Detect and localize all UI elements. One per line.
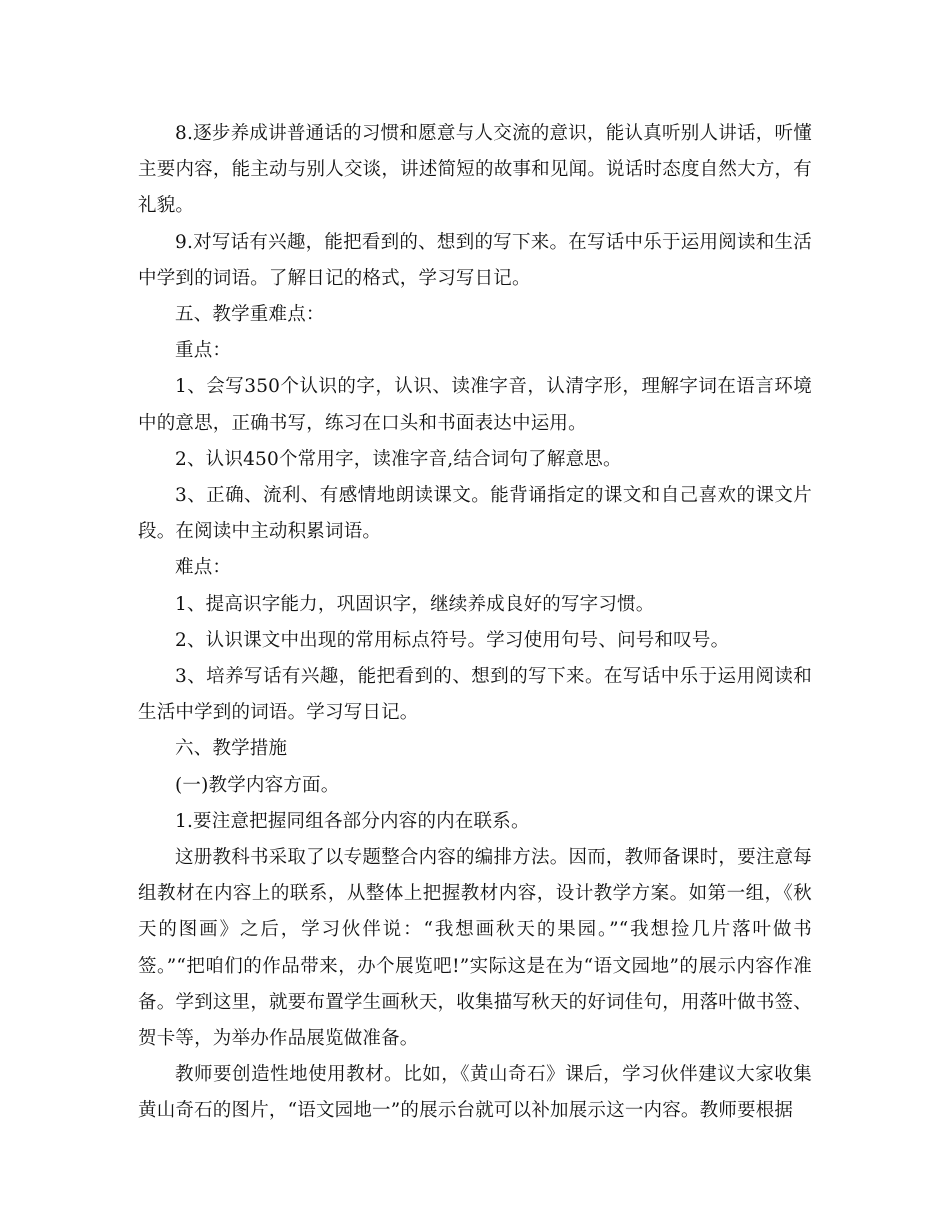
- subheading-difficult-points: 难点：: [175, 557, 232, 579]
- key-point-1: 1、会写350个认识的字，认识、读准字音，认清字形，理解字词在语言环境中的意思，正确书写，练习在口头和书面表达中运用。: [138, 376, 812, 434]
- subheading-key-points: 重点：: [175, 340, 232, 362]
- difficult-point-3: 3、培养写话有兴趣，能把看到的、想到的写下来。在写话中乐于运用阅读和生活中学到的词语。学习写日记。: [138, 666, 812, 724]
- creative-use-paragraph: 教师要创造性地使用教材。比如，《黄山奇石》课后，学习伙伴建议大家收集黄山奇石的图片，“语文园地一”的展示台就可以补加展示这一内容。教师要根据: [138, 1064, 812, 1122]
- subheading-teaching-content: (一)教学内容方面。: [175, 774, 340, 796]
- section-heading-teaching-measures: 六、教学措施: [175, 738, 288, 760]
- measure-1-heading: 1.要注意把握同组各部分内容的内在联系。: [175, 810, 530, 832]
- section-heading-key-difficult-points: 五、教学重难点：: [175, 304, 325, 326]
- difficult-point-1: 1、提高识字能力，巩固识字，继续养成良好的写字习惯。: [175, 593, 655, 615]
- key-point-3: 3、正确、流利、有感情地朗读课文。能背诵指定的课文和自己喜欢的课文片段。在阅读中主动积累词语。: [138, 485, 812, 543]
- key-point-2: 2、认识450个常用字，读准字音,结合词句了解意思。: [175, 448, 622, 470]
- paragraph-standard-9: 9.对写话有兴趣，能把看到的、想到的写下来。在写话中乐于运用阅读和生活中学到的词语。了解日记的格式，学习写日记。: [138, 231, 812, 289]
- paragraph-standard-8: 8.逐步养成讲普通话的习惯和愿意与人交流的意识，能认真听别人讲话，听懂主要内容，能主动与别人交谈，讲述简短的故事和见闻。说话时态度自然大方，有礼貌。: [138, 123, 812, 217]
- document-body: [138, 116, 812, 1130]
- measure-1-paragraph: 这册教科书采取了以专题整合内容的编排方法。因而，教师备课时，要注意每组教材在内容上的联系，从整体上把握教材内容，设计教学方案。如第一组，《秋天的图画》之后，学习伙伴说：“我想画秋天的果园。”“我想捡几片落叶做书签。”“把咱们的作品带来，办个展览吧!”实际这是在为“语文园地”的展示内容作准备。学到这里，就要布置学生画秋天，收集描写秋天的好词佳句，用落叶做书签、贺卡等，为举办作品展览做准备。: [138, 847, 812, 1050]
- difficult-point-2: 2、认识课文中出现的常用标点符号。学习使用句号、问号和叹号。: [175, 629, 730, 651]
